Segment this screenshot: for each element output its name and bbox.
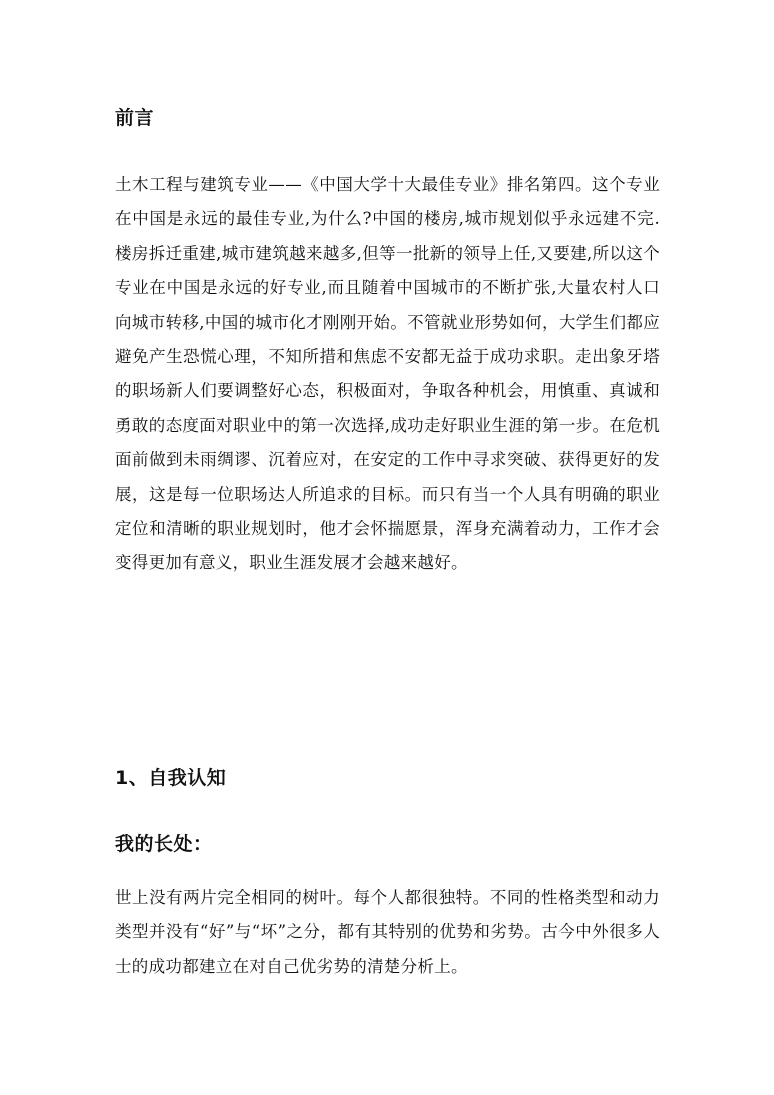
self-awareness-heading-block xyxy=(115,764,660,792)
preface-heading: 前言 xyxy=(115,107,155,129)
preface-heading-block xyxy=(115,104,660,132)
intro-paragraph: 土木工程与建筑专业——《中国大学十大最佳专业》排名第四。这个专业在中国是永远的最佳专业,为什么?中国的楼房,城市规划似乎永远建不完.楼房拆迁重建,城市建筑越来越多,但等一批新的领导上任,又要建,所以这个专业在中国是永远的好专业,而且随着中国城市的不断扩张,大量农村人口向城市转移,中国的城市化才刚刚开始。不管就业形势如何，大学生们都应避免产生恐慌心理，不知所措和焦虑不安都无益于成功求职。走出象牙塔的职场新人们要调整好心态，积极面对，争取各种机会，用慎重、真诚和勇敢的态度面对职业中的第一次选择,成功走好职业生涯的第一步。在危机面前做到未雨绸谬、沉着应对，在安定的工作中寻求突破、获得更好的发展，这是每一位职场达人所追求的目标。而只有当一个人具有明确的职业定位和清晰的职业规划时，他才会怀揣愿景，浑身充满着动力，工作才会变得更加有意义，职业生涯发展才会越来越好。 xyxy=(115,175,660,573)
intro-block xyxy=(115,168,660,581)
self-awareness-heading: 1、自我认知 xyxy=(115,767,227,789)
strengths-heading: 我的长处： xyxy=(115,833,213,855)
strengths-paragraph: 世上没有两片完全相同的树叶。每个人都很独特。不同的性格类型和动力类型并没有“好”与“坏”之分，都有其特别的优势和劣势。古今中外很多人士的成功都建立在对自己优劣势的清楚分析上。 xyxy=(115,888,660,976)
strengths-block xyxy=(115,881,660,984)
strengths-heading-block xyxy=(115,830,660,858)
